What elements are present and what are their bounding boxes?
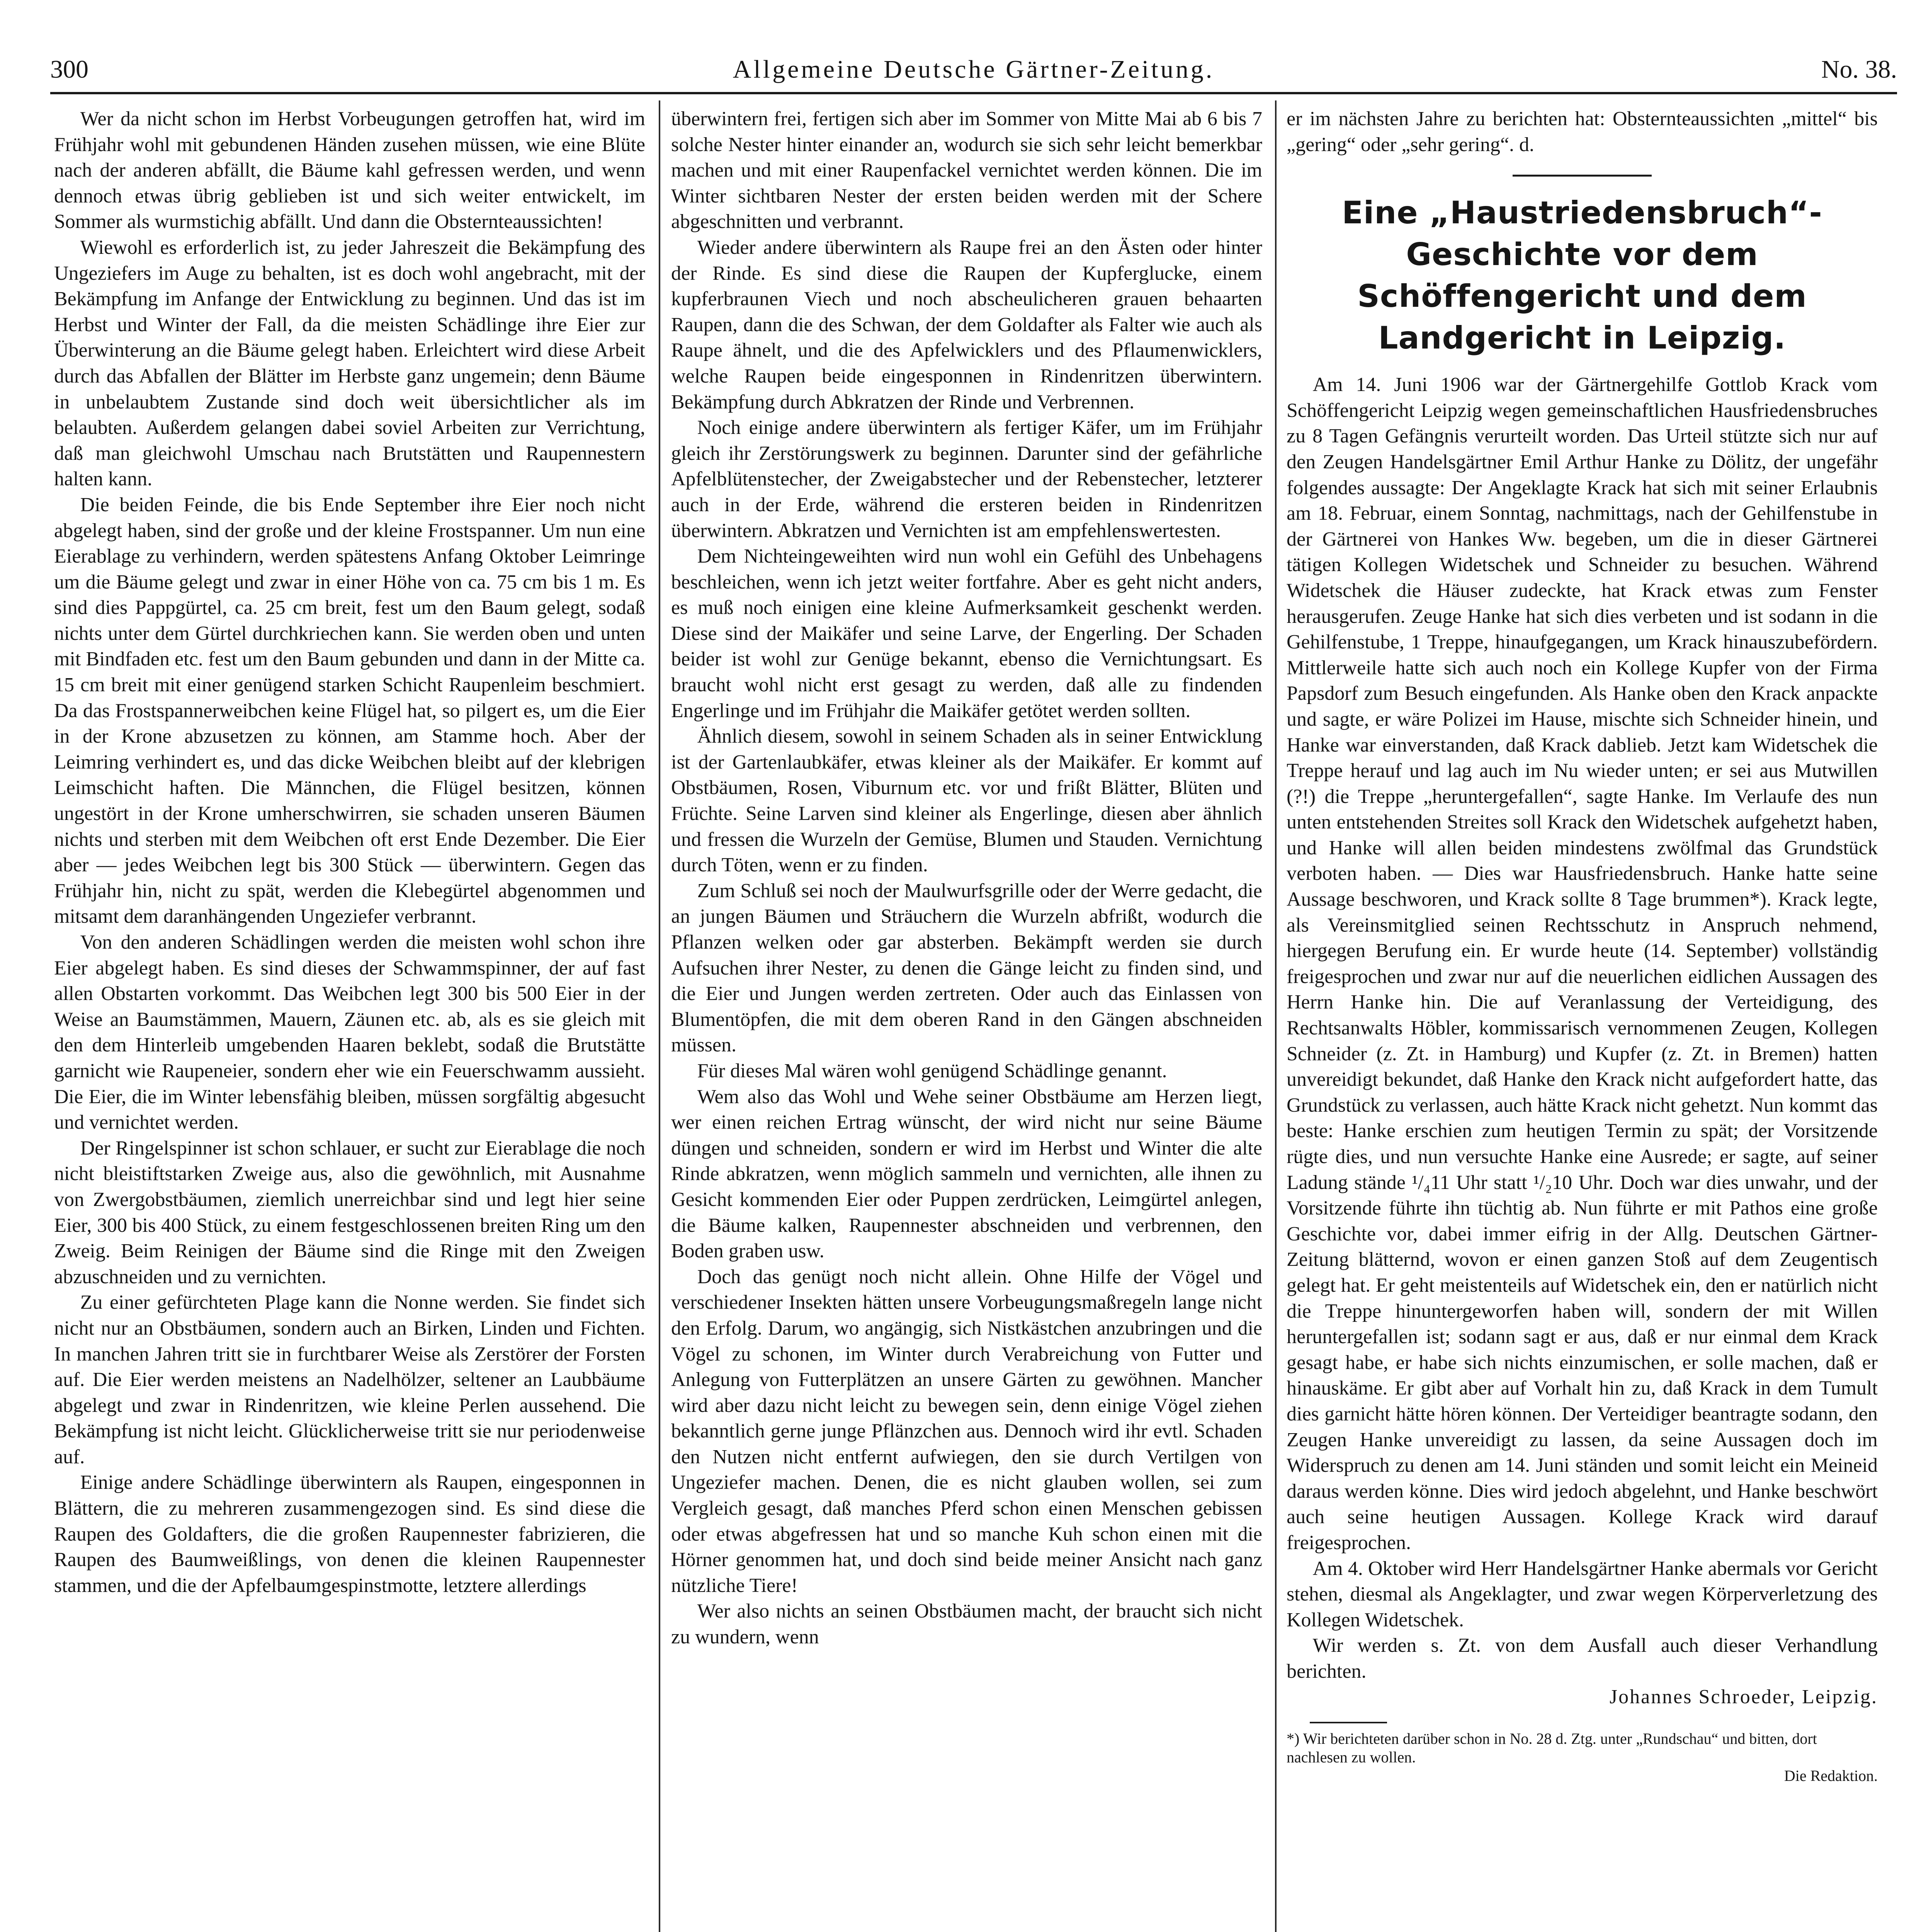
page-header [50,50,1897,93]
column-divider-2 [1275,100,1277,1932]
paragraph: Wir werden s. Zt. von dem Ausfall auch dieser Verhandlung berichten. [1287,1634,1878,1682]
paragraph: Noch einige andere überwintern als fertiger Käfer, um im Frühjahr gleich ihr Zerstörungswerk zu beginnen. Darunter sind der gefährliche Apfelblütenstecher, der Zweigabstecher und der Rebenstecher, letzterer auch in der Erde, während die ersteren beiden in Rindenritzen überwintern. Abkratzen und Vernichten ist am empfehlenswertesten. [671,417,1262,542]
issue-number: No. 38. [1821,55,1897,83]
paragraph: er im nächsten Jahre zu berichten hat: Obsternteaussichten „mittel“ bis „gering“ oder „sehr gering“. d. [1287,108,1878,156]
author-signature: Johannes Schroeder, Leipzig. [1609,1686,1878,1708]
paragraph: Dem Nichteingeweihten wird nun wohl ein Gefühl des Unbehagens beschleichen, wenn ich jetzt weiter fortfahre. Aber es geht nicht anders, es muß noch einigen eine kleine Aufmerksamkeit geschenkt werden. Diese sind der Maikäfer und seine Larve, der Engerling. Der Schaden beider ist wohl zur Genüge bekannt, ebenso die Vernichtungsart. Es braucht wohl nicht erst gesagt zu werden, daß alle zu findenden Engerlinge und im Frühjahr die Maikäfer getötet werden sollten. [671,545,1262,722]
paragraph: Am 4. Oktober wird Herr Handelsgärtner Hanke abermals vor Gericht stehen, diesmal als Angeklagter, und zwar wegen Körperverletzung des Kollegen Widetschek. [1287,1557,1878,1631]
paragraph: Zum Schluß sei noch der Maulwurfsgrille oder der Werre gedacht, die an jungen Bäumen und Sträuchern die Wurzeln abfrißt, wodurch die Pflanzen welken oder gar absterben. Bekämpft werden sie durch Aufsuchen ihrer Nester, zu denen die Gänge leicht zu finden sind, und die Eier und Jungen werden zertreten. Oder auch das Einlassen von Blumentöpfen, die mit dem oberen Rand in den Gängen abschneiden müssen. [671,879,1262,1056]
paragraph: Für dieses Mal wären wohl genügend Schädlinge genannt. [697,1060,1167,1082]
paragraph: Zu einer gefürchteten Plage kann die Nonne werden. Sie findet sich nicht nur an Obstbäumen, sondern auch an Birken, Linden und Fichten. In manchen Jahren tritt sie in furchtbarer Weise als Zerstörer der Forsten auf. Die Eier werden meistens an Nadelhölzer, seltener an Laubbäume abgelegt und zwar in Rindenritzen, wie kleine Perlen aussehend. Die Bekämpfung ist nicht leicht. Glücklicherweise tritt sie nur periodenweise auf. [54,1291,645,1468]
column-2 [671,106,1262,1650]
page-number: 300 [50,55,88,83]
newspaper-title: Allgemeine Deutsche Gärtner-Zeitung. [733,55,1215,83]
paragraph: Wer da nicht schon im Herbst Vorbeugungen getroffen hat, wird im Frühjahr wohl mit gebundenen Händen zusehen müssen, wie eine Blüte nach der anderen abfällt, die Bäume kahl gefressen werden, und wenn dennoch etwas übrig geblieben ist und sich weiter entwickelt, im Sommer als wurmstichig abfällt. Und dann die Obsternteaussichten! [54,108,645,233]
header-rule [50,92,1897,94]
article-title: Eine „Haustriedensbruch“-Geschichte vor dem Schöffengericht und dem Landgericht in Leipzig. [1342,195,1822,356]
paragraph: Einige andere Schädlinge überwintern als Raupen, eingesponnen in Blättern, die zu mehreren zusammengezogen sind. Es sind diese die Raupen des Goldafters, die die großen Raupennester fabrizieren, die Raupen des Baumweißlings, von denen die kleinen Raupennester stammen, und die der Apfelbaumgespinstmotte, letztere allerdings [54,1471,645,1597]
paragraph: Von den anderen Schädlingen werden die meisten wohl schon ihre Eier abgelegt haben. Es sind dieses der Schwammspinner, der auf fast allen Obstarten vorkommt. Das Weibchen legt 300 bis 500 Eier in der Weise an Baumstämmen, Mauern, Zäunen etc. ab, als es sie gleich mit den dem Hinterleib umgebenden Haaren beklebt, sodaß die Brutstätte garnicht wie Raupeneier, sondern eher wie ein Feuerschwamm aussieht. Die Eier, die im Winter lebensfähig bleiben, müssen sorgfältig abgesucht und vernichtet werden. [54,931,645,1134]
paragraph: überwintern frei, fertigen sich aber im Sommer von Mitte Mai ab 6 bis 7 solche Nester hinter einander an, wodurch sie sich sehr leicht bemerkbar machen und mit einer Raupenfackel vernichtet werden können. Die im Winter sichtbaren Nester der ersten beiden werden mit der Schere abgeschnitten und verbrannt. [671,108,1262,233]
paragraph: Wiewohl es erforderlich ist, zu jeder Jahreszeit die Bekämpfung des Ungeziefers im Auge zu behalten, ist es doch wohl angebracht, mit der Bekämpfung im Anfange der Entwicklung zu beginnen. Und das ist im Herbst und Winter der Fall, da die meisten Schädlinge ihre Eier zur Überwinterung an die Bäume gelegt haben. Erleichtert wird diese Arbeit durch das Abfallen der Blätter im Herbste ganz ungemein; denn Bäume in unbelaubtem Zustande sind doch weit übersichtlicher als im belaubten. Außerdem gelangen dabei soviel Arbeiten zur Verrichtung, daß man gleichwohl Umschau nach Brutstätten und Raupennestern halten kann. [54,236,645,490]
paragraph: Der Ringelspinner ist schon schlauer, er sucht zur Eierablage die noch nicht bleistiftstarken Zweige aus, also die gewöhnlich, mit Ausnahme von Zwergobstbäumen, ziemlich unerreichbar sind und legt hier seine Eier, 300 bis 400 Stück, zu einem festgeschlossenen breiten Ring um den Zweig. Beim Reinigen der Bäume sind die Ringe mit den Zweigen abzuschneiden und zu vernichten. [54,1137,645,1288]
footnote-rule [1310,1722,1387,1723]
paragraph: Die beiden Feinde, die bis Ende September ihre Eier noch nicht abgelegt haben, sind der große und der kleine Frostspanner. Um nun eine Eierablage zu verhindern, werden spätestens Anfang Oktober Leimringe um die Bäume gelegt und zwar in einer Höhe von ca. 75 cm bis 1 m. Es sind dies Pappgürtel, ca. 25 cm breit, fest um den Baum gelegt, sodaß nichts unter dem Gürtel durchkriechen kann. Sie werden oben und unten mit Bindfaden etc. fest um den Baum gebunden und dann in der Mitte ca. 15 cm breit mit einer genügend starken Schicht Raupenleim beschmiert. Da das Frostspannerweibchen keine Flügel hat, so pilgert es, um die Eier in der Krone abzusetzen zu können, am Stamme hoch. Aber der Leimring verhindert es, und das dicke Weibchen bleibt auf der klebrigen Leimschicht haften. Die Männchen, die Flügel besitzen, können ungestört in der Krone umherschwirren, sie schaden unseren Bäumen nichts und sterben mit dem Weibchen oft erst Ende Dezember. Die Eier aber — jedes Weibchen legt bis 300 Stück — überwintern. Gegen das Frühjahr hin, nicht zu spät, werden die Klebegürtel abgenommen und mitsamt dem daranhängenden Ungeziefer verbrannt. [54,493,645,928]
paragraph: Wem also das Wohl und Wehe seiner Obstbäume am Herzen liegt, wer einen reichen Ertrag wünscht, der wird nicht nur seine Bäume düngen und schneiden, sondern er wird im Herbst und Winter die alte Rinde abkratzen, wenn möglich sammeln und vernichten, alle ihnen zu Gesicht kommenden Eier oder Puppen zerdrücken, Leimgürtel anlegen, die Bäume kalken, Raupennester abschneiden und verbrennen, den Boden graben usw. [671,1085,1262,1262]
paragraph: Wer also nichts an seinen Obstbäumen macht, der braucht sich nicht zu wundern, wenn [671,1600,1262,1648]
column-1 [54,106,645,1599]
paragraph: Ähnlich diesem, sowohl in seinem Schaden als in seiner Entwicklung ist der Gartenlaubkäfer, etwas kleiner als der Maikäfer. Er kommt auf Obstbäumen, Rosen, Viburnum etc. vor und frißt Blätter, Blüten und Früchte. Seine Larven sind kleiner als Engerlinge, diesen aber ähnlich und fressen die Wurzeln der Gemüse, Blumen und Stauden. Vernichtung durch Töten, wenn er zu finden. [671,725,1262,876]
footnote-signature: Die Redaktion. [1784,1767,1878,1785]
paragraph: Doch das genügt noch nicht allein. Ohne Hilfe der Vögel und verschiedener Insekten hätten unsere Vorbeugungsmaßregeln lange nicht den Erfolg. Darum, wo angängig, sich Nistkästchen anzubringen und die Vögel zu schonen, im Winter durch Verabreichung von Futter und Anlegung von Futterplätzen an unsere Gärten zu gewöhnen. Mancher wird aber dazu nicht leicht zu bewegen sein, denn einige Vögel ziehen bekanntlich gerne junge Pflänzchen aus. Dennoch wird ihr evtl. Schaden den Nutzen nicht entfernt aufwiegen, den sie durch Vertilgen von Ungeziefer machen. Denen, die es nicht glauben wollen, sei zum Vergleich gesagt, daß manches Pferd schon einen Menschen gebissen oder etwas abgefressen hat und so manche Kuh schon einen mit die Hörner genommen hat, und doch sind beide meiner Ansicht nach ganz nützliche Tiere! [671,1265,1262,1597]
column-divider-1 [659,100,660,1932]
footnote: *) Wir berichteten darüber schon in No. 28 d. Ztg. unter „Rundschau“ und bitten, dort nachlesen zu wollen. [1287,1730,1817,1766]
section-rule [1513,175,1652,177]
column-3 [1287,106,1878,1785]
paragraph: Wieder andere überwintern als Raupe frei an den Ästen oder hinter der Rinde. Es sind diese die Raupen der Kupferglucke, einem kupferbraunen Viech und noch abscheulicheren grauen behaarten Raupen, dann die des Schwan, der dem Goldafter als Falter wie auch als Raupe ähnelt, und die des Apfelwicklers und des Pflaumenwicklers, welche Raupen beide eingesponnen in Rindenritzen überwintern. Bekämpfung durch Abkratzen der Rinde und Verbrennen. [671,236,1262,413]
paragraph: Am 14. Juni 1906 war der Gärtnergehilfe Gottlob Krack vom Schöffengericht Leipzig wegen gemeinschaftlichen Hausfriedensbruches zu 8 Tagen Gefängnis verurteilt worden. Das Urteil stützte sich nur auf den Zeugen Handelsgärtner Emil Arthur Hanke zu Dölitz, der ungefähr folgendes aussagte: Der Angeklagte Krack hat sich mit seiner Erlaubnis am 18. Februar, einem Sonntag, nachmittags, nach der Gehilfenstube in der Gärtnerei von Hankes Ww. begeben, um die in dieser Gärtnerei tätigen Kollegen Widetschek und Schneider zu besuchen. Während Widetschek die Häuser zudeckte, hat Krack etwas zum Fenster herausgerufen. Zeuge Hanke hat sich dies verbeten und ist sodann in die Gehilfenstube, 1 Treppe, hinaufgegangen, um Krack hinauszubefördern. Mittlerweile hatte sich auch noch ein Kollege Kupfer von der Firma Papsdorf zum Besuch eingefunden. Als Hanke oben den Krack anpackte und sagte, er wäre Polizei im Hause, mischte sich Schneider hinein, und Hanke war einverstanden, daß Krack dablieb. Jetzt kam Widetschek die Treppe herauf und lag auch im Nu wieder unten; er sei aus Mutwillen (?!) die Treppe „heruntergefallen“, sagte Hanke. Im Verlaufe des nun unten entstehenden Streites soll Krack den Widetschek aufgehetzt haben, und Hanke will allen beiden mindestens zwölfmal das Grundstück verboten haben. — Dies war Hausfriedensbruch. Hanke hatte seine Aussage beschworen, und Krack sollte 8 Tage brummen*). Krack legte, als Vereinsmitglied seinen Rechtsschutz in Anspruch nehmend, hiergegen Berufung ein. Er wurde heute (14. September) vollständig freigesprochen und zwar nur auf die neuerlichen eidlichen Aussagen des Herrn Hanke hin. Die auf Veranlassung der Verteidigung, des Rechtsanwalts Höbler, kommissarisch vernommenen Zeugen, Kollegen Schneider (z. Zt. in Hamburg) und Kupfer (z. Zt. in Bremen) hatten unvereidigt bekundet, daß Hanke den Krack nicht aufgefordert hatte, das Grundstück zu verlassen, auch hätte Krack nicht gehetzt. Nun kommt das beste: Hanke erschien zum heutigen Termin zu spät; der Vorsitzende rügte dies, und nun versuchte Hanke eine Ausrede; er sagte, auf seiner Ladung stände ¹/₄11 Uhr statt ¹/₂10 Uhr. Doch war dies unwahr, und der Vorsitzende führte ihn tüchtig ab. Nun führte er mit Pathos eine große Geschichte vor, dabei immer eifrig in der Allg. Deutschen Gärtner-Zeitung blätternd, wovon er einen ganzen Stoß auf dem Zeugentisch gelegt hat. Er geht meistenteils auf Widetschek ein, den er natürlich nicht die Treppe hinuntergeworfen haben will, sondern der mit Willen heruntergefallen ist; sodann sagt er aus, daß er nur einmal dem Krack gesagt habe, er habe sich nichts einzumischen, er solle machen, daß er hinauskäme. Er gibt aber auf Vorhalt hin zu, daß Krack in dem Tumult dies garnicht hätte hören können. Der Verteidiger beantragte sodann, den Zeugen Hanke unvereidigt zu lassen, da seine Aussagen doch im Widerspruch zu denen am 14. Juni ständen und somit leicht ein Meineid daraus werden könne. Dies wird jedoch abgelehnt, und Hanke beschwört auch seine heutigen Aussagen. Kollege Krack wird darauf freigesprochen. [1287,374,1878,1554]
